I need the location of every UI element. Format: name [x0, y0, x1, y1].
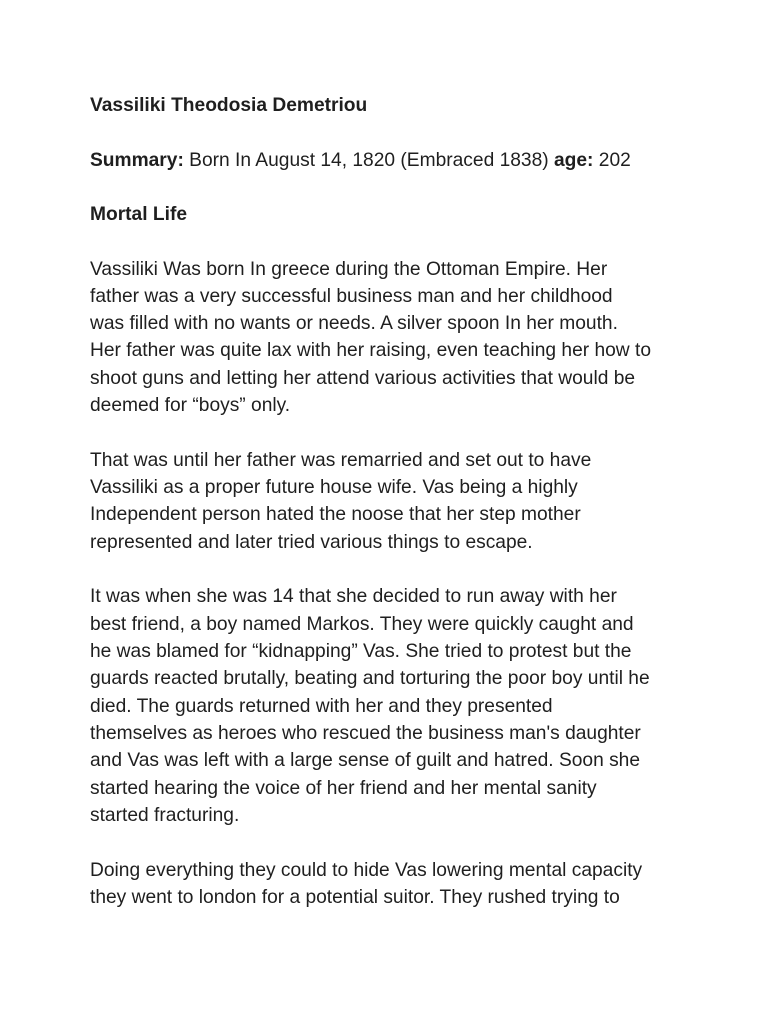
paragraph-line: Vassiliki Was born In greece during the Ottoman Empire. Her — [90, 258, 608, 280]
paragraph — [90, 857, 690, 912]
paragraph-line: started hearing the voice of her friend and her mental sanity — [90, 777, 597, 799]
paragraph-line: themselves as heroes who rescued the business man's daughter — [90, 722, 641, 744]
paragraph-line: and Vas was left with a large sense of guilt and hatred. Soon she — [90, 750, 641, 772]
section-heading-mortal-life: Mortal Life — [90, 204, 188, 225]
paragraph-line: they went to london for a potential suitor. They rushed trying to — [90, 886, 620, 908]
paragraph-line: deemed for “boys” only. — [90, 394, 291, 416]
summary-text: Born In August 14, 1820 (Embraced 1838) — [183, 149, 554, 171]
age-value: 202 — [593, 149, 631, 171]
paragraph-line: It was when she was 14 that she decided to run away with her — [90, 586, 617, 608]
paragraph — [90, 447, 690, 556]
paragraph-line: best friend, a boy named Markos. They were quickly caught and — [90, 613, 634, 635]
paragraph — [90, 583, 690, 829]
paragraph-line: shoot guns and letting her attend various activities that would be — [90, 367, 636, 389]
paragraph-line: father was a very successful business man and her childhood — [90, 285, 613, 307]
summary-line — [90, 147, 690, 174]
paragraph-line: Vassiliki as a proper future house wife. Vas being a highly — [90, 477, 578, 499]
paragraph — [90, 256, 690, 420]
paragraph-line: guards reacted brutally, beating and torturing the poor boy until he — [90, 668, 650, 690]
paragraph-line: was filled with no wants or needs. A silver spoon In her mouth. — [90, 313, 618, 335]
paragraph-line: died. The guards returned with her and they presented — [90, 695, 553, 717]
paragraph-line: Her father was quite lax with her raising, even teaching her how to — [90, 340, 652, 362]
paragraph-line: represented and later tried various things to escape. — [90, 531, 533, 553]
age-label: age: — [553, 149, 594, 171]
paragraph-line: he was blamed for “kidnapping” Vas. She tried to protest but the — [90, 641, 632, 663]
summary-label: Summary: — [90, 149, 184, 171]
paragraph-line: That was until her father was remarried and set out to have — [90, 449, 592, 471]
paragraph-line: started fracturing. — [90, 804, 240, 826]
paragraph-line: Independent person hated the noose that her step mother — [90, 504, 581, 526]
paragraph-line: Doing everything they could to hide Vas lowering mental capacity — [90, 859, 643, 881]
document-title: Vassiliki Theodosia Demetriou — [90, 95, 368, 116]
document-body — [90, 92, 690, 911]
